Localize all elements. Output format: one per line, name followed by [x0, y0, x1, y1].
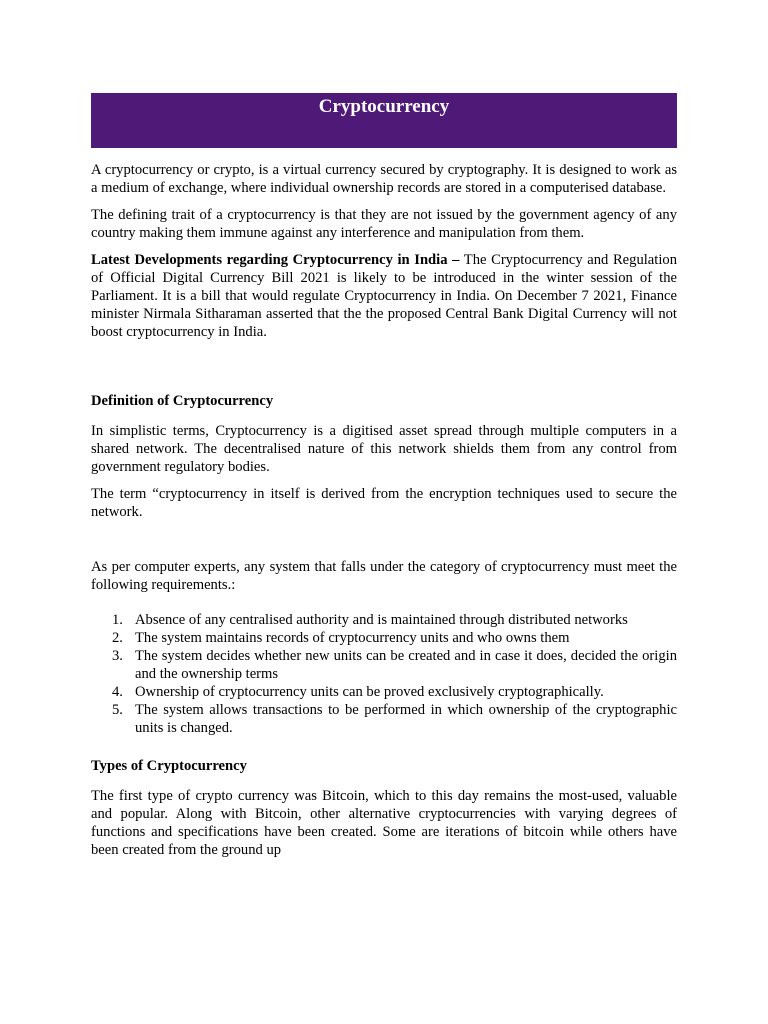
types-paragraph-1: The first type of crypto currency was Bitcoin, which to this day remains the most-used, valuable and popular. Along with Bitcoin, other alternative cryptocurrencies with varying degrees of functions and specifications have been created. Some are iterations of bitcoin while others have been created from the ground up: [91, 788, 677, 858]
list-item: 4. Ownership of cryptocurrency units can be proved exclusively cryptographically.: [112, 684, 604, 700]
definition-paragraph-2: The term “cryptocurrency in itself is derived from the encryption techniques used to secure the network.: [91, 486, 677, 520]
definition-paragraph-1: In simplistic terms, Cryptocurrency is a digitised asset spread through multiple computers in a shared network. The decentralised nature of this network shields them from any control from government regulatory bodies.: [91, 423, 677, 475]
types-heading: Types of Cryptocurrency: [91, 758, 247, 774]
intro-paragraph-1: A cryptocurrency or crypto, is a virtual currency secured by cryptography. It is designed to work as a medium of exchange, where individual ownership records are stored in a computerised database.: [91, 162, 677, 196]
list-item: 5. The system allows transactions to be performed in which ownership of the cryptographic units is changed.: [112, 702, 677, 736]
list-item: 2. The system maintains records of cryptocurrency units and who owns them: [112, 630, 570, 646]
latest-developments-lead: Latest Developments regarding Cryptocurrency in India –: [91, 252, 460, 268]
document-title: Cryptocurrency: [318, 96, 450, 117]
title-banner: [91, 93, 677, 148]
intro-paragraph-2: The defining trait of a cryptocurrency is that they are not issued by the government agency of any country making them immune against any interference and manipulation from them.: [91, 207, 677, 241]
list-item: 1. Absence of any centralised authority and is maintained through distributed networks: [112, 612, 628, 628]
latest-developments-paragraph: [91, 251, 677, 341]
definition-heading: Definition of Cryptocurrency: [91, 393, 274, 409]
list-item: 3. The system decides whether new units can be created and in case it does, decided the origin and the ownership terms: [112, 648, 677, 682]
requirements-list: [91, 611, 677, 737]
latest-developments-body: The Cryptocurrency and Regulation of Official Digital Currency Bill 2021 is likely to be introduced in the winter session of the Parliament. It is a bill that would regulate Cryptocurrency in India. On December 7 2021, Finance minister Nirmala Sitharaman asserted that the the proposed Central Bank Digital Currency will not boost cryptocurrency in India.: [91, 252, 677, 340]
requirements-intro: As per computer experts, any system that falls under the category of cryptocurrency must meet the following requirements.:: [91, 559, 677, 593]
document-page: [91, 93, 677, 859]
